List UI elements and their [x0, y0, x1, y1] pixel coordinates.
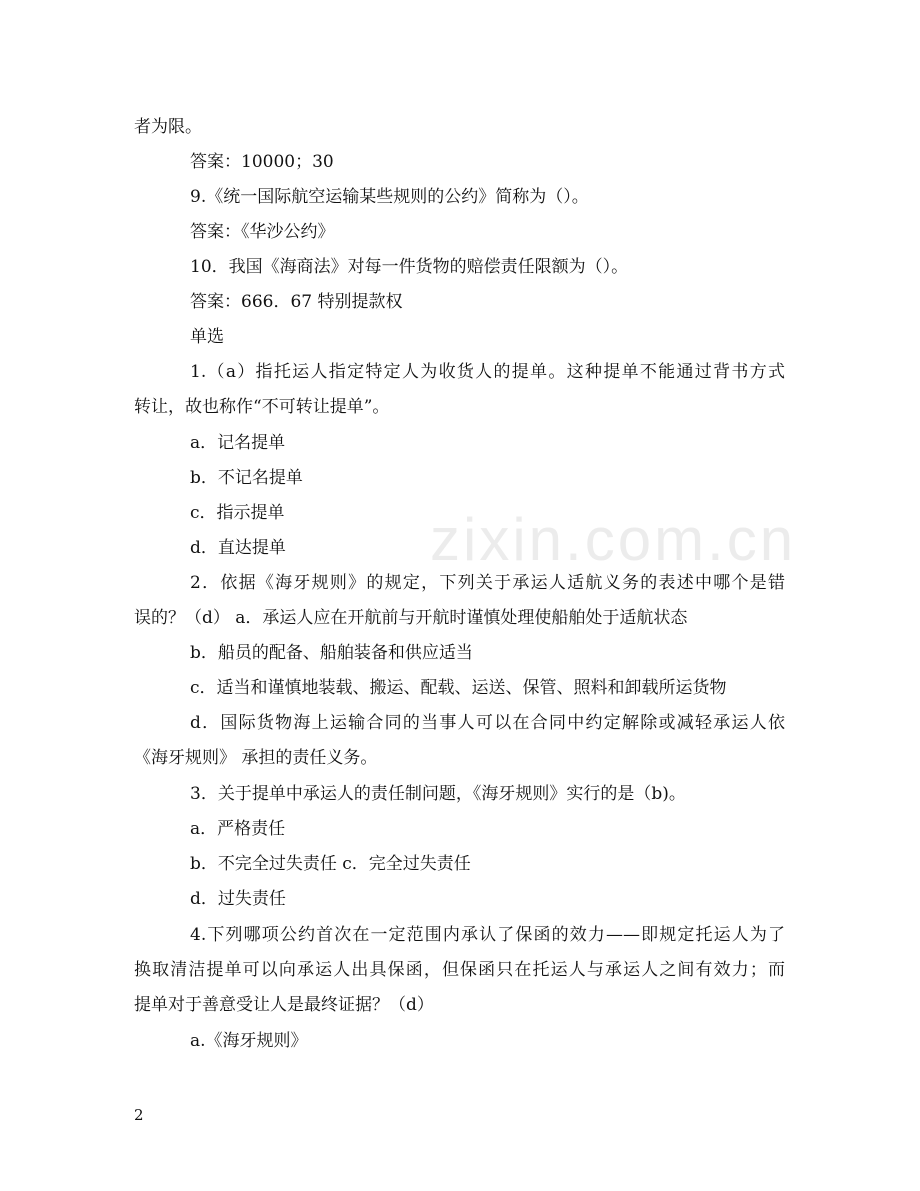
page-number: 2 [134, 1106, 144, 1124]
question-10: 10．我国《海商法》对每一件货物的赔偿责任限额为（）。 [190, 257, 629, 277]
question-4: 4.下列哪项公约首次在一定范围内承认了保函的效力——即规定托运人为了 [190, 925, 785, 945]
section-heading: 单选 [190, 327, 224, 347]
option-d: d．国际货物海上运输合同的当事人可以在合同中约定解除或减轻承运人依 [190, 713, 785, 733]
option-b: b．不记名提单 [190, 468, 303, 488]
option-d: d．过失责任 [190, 889, 286, 909]
option-b-c: b．不完全过失责任 c．完全过失责任 [190, 854, 471, 874]
option-a: a．严格责任 [190, 819, 286, 839]
question-4-continuation: 换取清洁提单可以向承运人出具保函，但保函只在托运人与承运人之间有效力；而 [134, 960, 785, 980]
option-a: a.《海牙规则》 [190, 1031, 308, 1051]
question-4-continuation: 提单对于善意受让人是最终证据？（d） [134, 995, 434, 1015]
option-a: a．记名提单 [190, 433, 286, 453]
question-9: 9.《统一国际航空运输某些规则的公约》简称为（）。 [190, 187, 589, 207]
answer-line: 答案：10000；30 [190, 152, 334, 172]
option-d: d．直达提单 [190, 538, 286, 558]
option-d-continuation: 《海牙规则》 承担的责任义务。 [134, 748, 378, 768]
question-3: 3．关于提单中承运人的责任制问题，《海牙规则》实行的是（b)。 [190, 784, 686, 804]
question-1: 1.（a）指托运人指定特定人为收货人的提单。这种提单不能通过背书方式 [190, 362, 785, 382]
answer-line: 答案：666．67 特别提款权 [190, 292, 403, 312]
text-line-continuation: 者为限。 [134, 117, 202, 137]
question-2-continuation: 误的？（d） a．承运人应在开航前与开航时谨慎处理使船舶处于适航状态 [134, 608, 688, 628]
option-c: c．适当和谨慎地装载、搬运、配载、运送、保管、照料和卸载所运货物 [190, 678, 727, 698]
question-1-continuation: 转让，故也称作“不可转让提单”。 [134, 397, 390, 417]
option-c: c．指示提单 [190, 503, 285, 523]
option-b: b．船员的配备、船舶装备和供应适当 [190, 643, 473, 663]
watermark: zixin.com.cn [430, 506, 797, 573]
question-2: 2．依据《海牙规则》的规定，下列关于承运人适航义务的表述中哪个是错 [190, 573, 785, 593]
answer-line: 答案：《华沙公约》 [190, 222, 335, 242]
